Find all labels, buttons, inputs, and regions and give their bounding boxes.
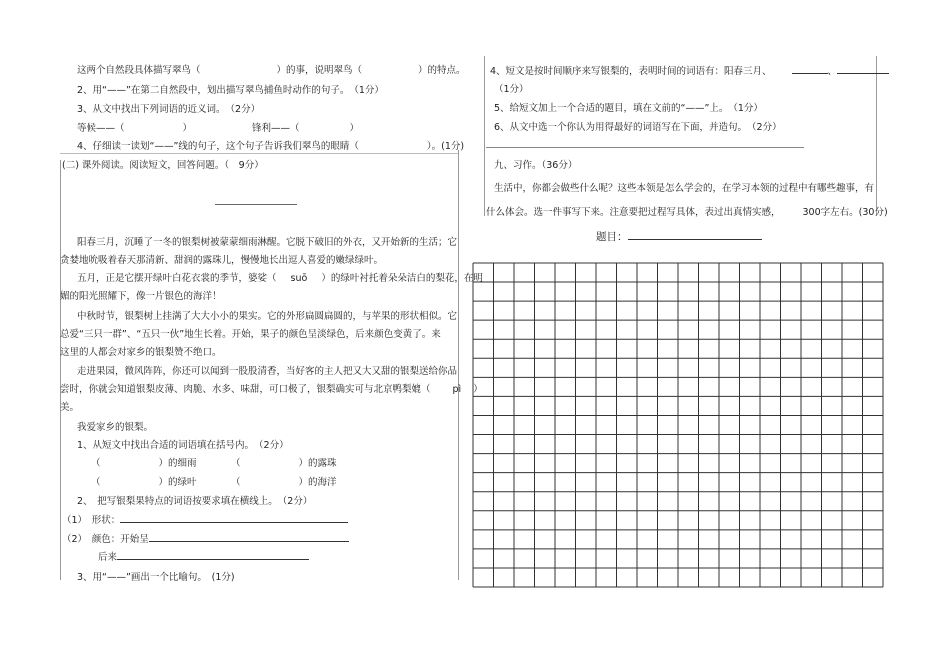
reading-q2-later: 后来 [98,549,309,563]
pinyin-suo: suō [290,273,308,284]
section-9-heading: 九、习作。（36分） [494,160,578,171]
reading-question-5: 5、给短文加上一个合适的题目，填在文前的“——”上。 （1分） [494,103,763,114]
reading-q2-color: （2） 颜色：开始呈 [62,531,349,545]
right-top-border-right [876,56,877,216]
pinyin-pi: pì [452,384,462,395]
reading-question-3: 3、用“——”画出一个比喻句。 (1分) [77,572,235,583]
reading-question-2: 2、 把写银梨果特点的词语按要求填在横线上。 （2分） [77,496,313,507]
reading-question-1: 1、从短文中找出合适的词语填在括号内。 （2分） [77,440,289,451]
center-divider-line [458,150,459,580]
time-word-blank[interactable] [792,64,828,74]
answer-blank[interactable] [201,64,277,73]
answer-blank[interactable] [300,122,350,131]
story-title-blank[interactable] [215,204,297,205]
color-start-answer-line[interactable] [149,532,349,542]
composition-title-label: 题目： [596,229,762,244]
section-2-heading: (二) 课外阅读。阅读短文，回答问题。（ 9分） [62,160,264,171]
reading-q1-row1b: （ ）的露珠 [231,458,337,469]
color-later-answer-line[interactable] [117,550,309,560]
answer-blank[interactable] [362,64,418,73]
left-margin-line [60,160,61,580]
story-para4-line2: 尝时，你就会知道银梨皮薄、肉脆、水多、味甜，可口极了，银梨确实可与北京鸭梨媲（ pì ） [60,384,483,395]
question-top1: 这两个自然段具体描写翠鸟（ ）的事，说明翠鸟（ ）的特点。 [77,65,466,76]
sentence-answer-line[interactable] [486,147,804,148]
reading-q1-row2b: （ ）的海洋 [231,477,337,488]
section-top-rule [60,153,458,154]
reading-question-6: 6、从文中选一个你认为用得最好的词语写在下面，并造句。 （2分） [494,122,782,133]
shape-answer-line[interactable] [120,513,348,523]
reading-q2-shape: （1） 形状： [62,512,348,526]
reading-q1-row1: （ ）的细雨 [91,458,197,469]
story-para2-line1: 五月，正是它摆开绿叶白花衣裳的季节，婆娑（ suō ）的绿叶衬托着朵朵洁白的梨花，在明 [77,273,483,284]
composition-prompt-line1: 生活中，你都会做些什么呢？这些本领是怎么学会的，在学习本领的过程中有哪些趣事，有 [494,183,875,194]
reading-question-4-score: （1分） [494,84,529,95]
reading-question-4: 4、短文是按时间顺序来写银梨的，表明时间的词语有：阳春三月、 、 [490,63,889,77]
story-para1-line1: 阳春三月，沉睡了一冬的银梨树被蒙蒙细雨淋醒。它脱下破旧的外衣，又开始新的生活；它 [77,237,458,248]
composition-writing-grid[interactable] [472,262,884,588]
reading-q1-row2: （ ）的绿叶 [91,477,197,488]
story-para5: 我爱家乡的银梨。 [77,422,154,433]
story-para4-line3: 美。 [60,402,80,413]
story-para2-line2: 媚的阳光照耀下，像一片银色的海洋！ [60,291,222,302]
composition-prompt-line2: 什么体会。选一件事写下来。注意要把过程写具体，表过出真情实感， 300字左右。(30分) [486,207,888,218]
story-para4-line1: 走进果园，微风阵阵，你还可以闻到一股股清香，当好客的主人把又大又甜的银梨送给你品 [77,366,458,377]
time-word-blank[interactable] [837,64,889,74]
composition-title-blank[interactable] [628,230,762,240]
question-4: 4、仔细读一读划“——”线的句子，这个句子告诉我们翠鸟的眼睛（ ）。(1分) [77,141,465,152]
question-3: 3、从文中找出下列词语的近义词。 （2分） [77,104,261,115]
story-para3-line3: 这里的人都会对家乡的银梨赞不绝口。 [60,347,222,358]
story-para3-line1: 中秋时节，银梨树上挂满了大大小小的果实。它的外形扁圆扁圆的，与苹果的形状相似。它 [77,311,458,322]
answer-blank[interactable] [359,140,427,149]
question-2: 2、用“——”在第二自然段中，划出描写翠鸟捕鱼时动作的句子。 （1分） [77,85,384,96]
question-3-synonyms: 等候——（ ） 锋利——（ ） [77,123,360,134]
right-top-border-left [484,56,485,216]
story-para1-line2: 贪婪地吮吸着春天那清新、甜润的露珠儿，慢慢地长出逗人喜爱的嫩绿绿叶。 [60,255,384,266]
answer-blank[interactable] [125,122,183,131]
story-para3-line2: 总爱“三只一群”、“五只一伙”地生长着。开始，果子的颜色呈淡绿色，后来颜色变黄了。来 [60,329,441,340]
